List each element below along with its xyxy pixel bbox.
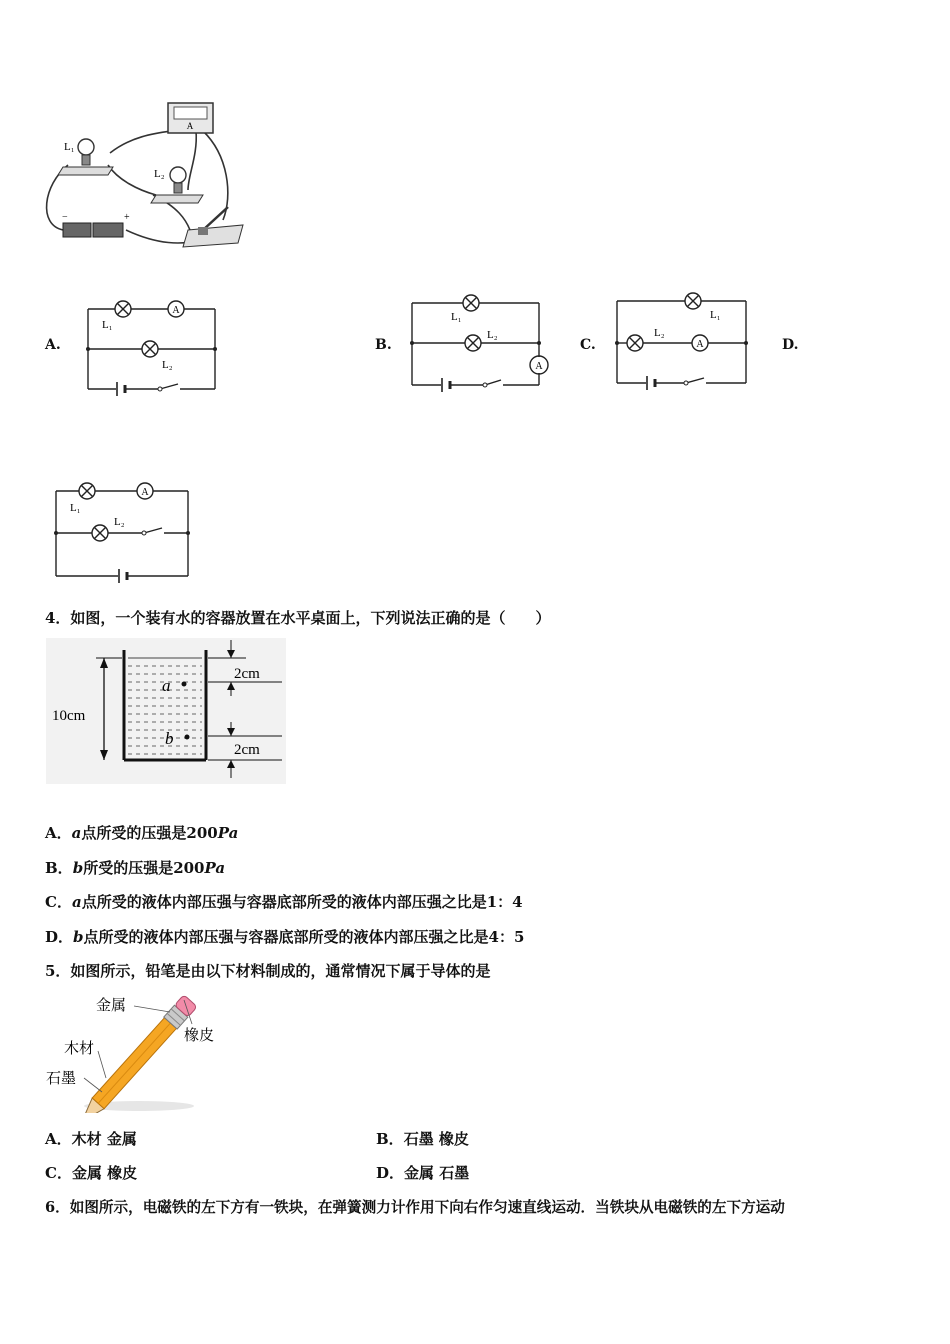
water-container-figure [46,638,286,784]
lamp1-label: L₁ [710,309,721,321]
option-d-letter: D. [782,337,799,353]
option-letter: C． [45,1164,72,1182]
top-gap-label: 2cm [234,666,260,682]
option-text: 木材 金属 [71,1130,137,1148]
circuit-option-d [48,478,198,583]
option-text: 点所受的压强是200 [81,824,218,842]
option-variable: a [71,824,82,842]
q5-option-a [45,1128,137,1149]
lamp1-label: L₁ [451,311,462,323]
q4-option-b [45,857,225,878]
plus-sign: + [124,212,130,223]
bottom-gap-label: 2cm [234,742,260,758]
option-text: 点所受的液体内部压强与容器底部所受的液体内部压强之比是1：4 [81,893,523,911]
option-letter: B． [376,1130,404,1148]
q5-option-d [376,1162,469,1183]
question-6-stem: 6．如图所示，电磁铁的左下方有一铁块，在弹簧测力计作用下向右作匀速直线运动．当铁块从电磁铁的左下方运动 [45,1199,785,1216]
option-variable: b [72,859,84,877]
question-5-stem: 5．如图所示，铅笔是由以下材料制成的，通常情况下属于导体的是 [45,962,491,980]
wire [203,131,228,220]
q4-option-d [45,926,524,947]
lamp1-device [58,139,113,175]
option-a-letter: A. [45,337,61,353]
point-a-label: a [162,676,171,695]
ammeter-label: A [141,487,149,498]
option-unit: Pa [217,824,239,842]
option-unit: Pa [204,859,226,877]
circuit-option-a [80,296,225,396]
lamp2-label: L₂ [162,359,173,371]
wire [108,165,156,195]
option-text: 点所受的液体内部压强与容器底部所受的液体内部压强之比是4：5 [83,928,525,946]
ammeter-label: A [172,305,180,316]
wood-label: 木材 [64,1041,95,1057]
point-b-label: b [165,729,174,748]
question-4-stem: 4．如图，一个装有水的容器放置在水平桌面上，下列说法正确的是（ ） [45,609,551,627]
minus-sign: − [62,212,68,223]
q4-option-a [45,822,238,843]
lamp2-label: L₂ [114,516,125,528]
q5-option-b [376,1128,469,1149]
point-a-marker [182,682,187,687]
point-b-marker [185,735,190,740]
ammeter-label: A [535,361,543,372]
option-letter: D． [45,928,74,946]
lamp2-label: L₂ [654,327,665,339]
q4-option-c [45,891,523,912]
option-b-letter: B. [375,337,392,353]
option-variable: b [73,928,84,946]
lamp2-label: L₂ [154,168,165,180]
ammeter-label: A [696,339,704,350]
option-letter: A． [45,1130,72,1148]
q5-option-c [45,1162,137,1183]
ammeter-device [168,103,213,133]
circuit-option-b [405,290,555,400]
ammeter-label: A [186,121,194,131]
knife-switch [183,207,243,247]
option-text: 金属 橡皮 [71,1164,138,1182]
lamp1-label: L₁ [102,319,113,331]
lamp1-label: L₁ [64,141,75,153]
option-letter: C． [45,893,72,911]
option-c-letter: C. [580,337,596,353]
rubber-label: 橡皮 [184,1028,215,1044]
lamp2-device [151,167,203,203]
option-text: 石墨 橡皮 [403,1130,469,1148]
option-letter: D． [376,1164,405,1182]
circuit-photo-figure [38,95,258,265]
pencil-figure [44,988,234,1113]
graphite-label: 石墨 [46,1071,77,1087]
height-10cm-label: 10cm [52,708,86,724]
circuit-option-c [610,288,760,398]
option-text: 所受的压强是200 [83,859,205,877]
wire [188,131,196,190]
option-letter: A． [45,824,72,842]
lamp2-label: L₂ [487,329,498,341]
option-variable: a [71,893,82,911]
metal-label: 金属 [96,998,127,1014]
battery-pack [62,212,130,237]
option-letter: B． [45,859,73,877]
lamp1-label: L₁ [70,502,81,514]
option-text: 金属 石墨 [404,1164,470,1182]
